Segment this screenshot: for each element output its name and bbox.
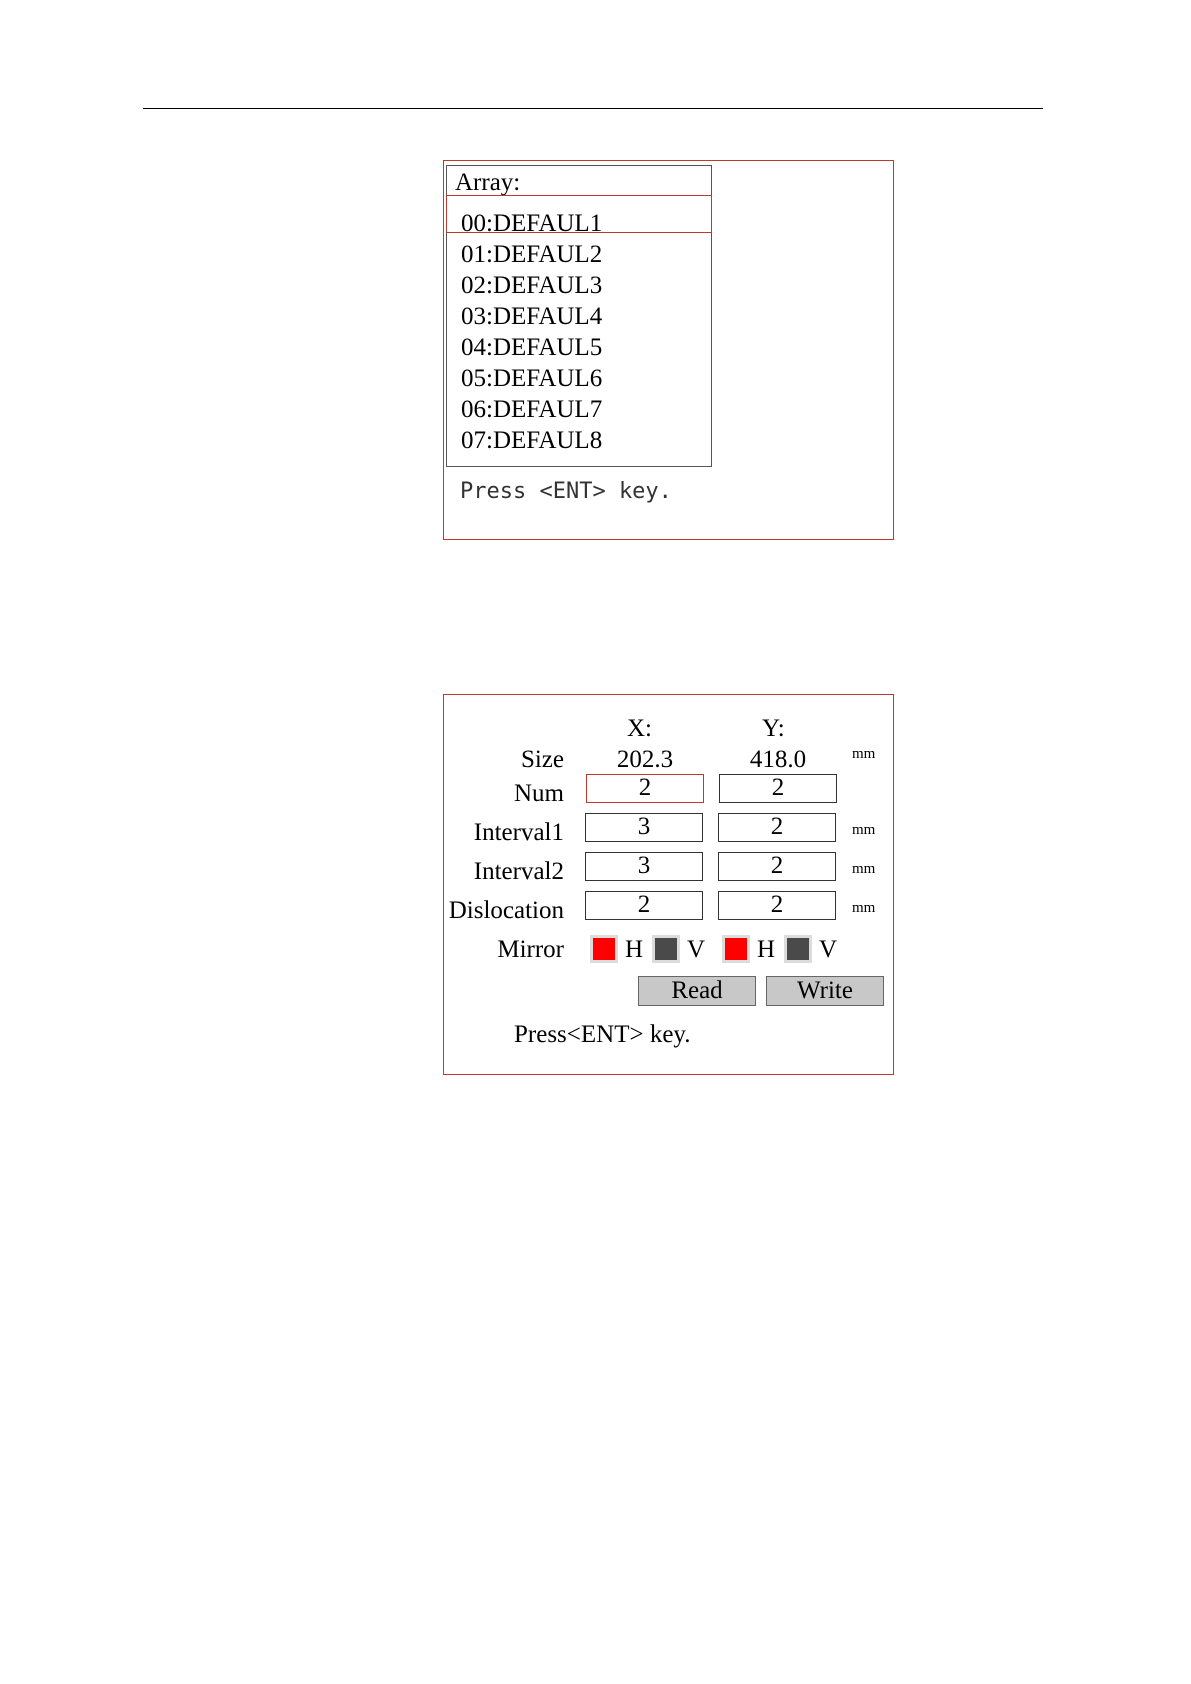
array-listbox[interactable] bbox=[446, 165, 712, 467]
checked-box-fill bbox=[725, 938, 747, 960]
size-unit: mm bbox=[852, 746, 876, 762]
list-item[interactable]: 01:DEFAUL2 bbox=[461, 241, 603, 268]
list-item[interactable]: 04:DEFAUL5 bbox=[461, 334, 603, 361]
unchecked-box-fill bbox=[787, 938, 809, 960]
read-button[interactable]: Read bbox=[638, 976, 756, 1006]
dislocation-unit: mm bbox=[852, 900, 876, 916]
list-item[interactable]: 02:DEFAUL3 bbox=[461, 272, 603, 299]
mirror-y-v-label: V bbox=[819, 936, 838, 963]
array-items bbox=[461, 208, 602, 456]
list-item[interactable]: 07:DEFAUL8 bbox=[461, 427, 603, 454]
dislocation-y-field[interactable]: 2 bbox=[718, 891, 836, 920]
mirror-label: Mirror bbox=[497, 936, 564, 963]
interval2-y-field[interactable]: 2 bbox=[718, 852, 836, 881]
mirror-y-h-label: H bbox=[757, 936, 776, 963]
press-ent-hint: Press<ENT> key. bbox=[514, 1021, 691, 1048]
mirror-x-v-checkbox[interactable] bbox=[652, 935, 680, 963]
list-item[interactable]: 03:DEFAUL4 bbox=[461, 303, 603, 330]
write-button[interactable]: Write bbox=[766, 976, 884, 1006]
num-x-field[interactable]: 2 bbox=[586, 774, 704, 803]
list-item[interactable]: 06:DEFAUL7 bbox=[461, 396, 603, 423]
interval2-unit: mm bbox=[852, 861, 876, 877]
mirror-y-v-checkbox[interactable] bbox=[784, 935, 812, 963]
array-list-screen bbox=[443, 160, 894, 540]
page-header-rule bbox=[143, 108, 1043, 109]
num-label: Num bbox=[514, 780, 564, 807]
mirror-x-v-label: V bbox=[687, 936, 706, 963]
list-item[interactable]: 05:DEFAUL6 bbox=[461, 365, 603, 392]
list-item[interactable]: 00:DEFAUL1 bbox=[461, 210, 603, 237]
checked-box-fill bbox=[593, 938, 615, 960]
size-label: Size bbox=[520, 746, 564, 773]
mirror-x-h-label: H bbox=[625, 936, 644, 963]
x-column-header: X: bbox=[627, 715, 652, 742]
press-ent-hint: Press <ENT> key. bbox=[460, 479, 672, 504]
mirror-y-h-checkbox[interactable] bbox=[722, 935, 750, 963]
y-column-header: Y: bbox=[762, 715, 785, 742]
array-param-screen bbox=[443, 694, 894, 1075]
unchecked-box-fill bbox=[655, 938, 677, 960]
dislocation-x-field[interactable]: 2 bbox=[585, 891, 703, 920]
interval2-label: Interval2 bbox=[473, 858, 564, 885]
interval2-x-field[interactable]: 3 bbox=[585, 852, 703, 881]
size-x-value: 202.3 bbox=[616, 746, 674, 773]
interval1-label: Interval1 bbox=[473, 819, 564, 846]
array-list-title: Array: bbox=[455, 169, 521, 196]
interval1-x-field[interactable]: 3 bbox=[585, 813, 703, 842]
size-y-value: 418.0 bbox=[749, 746, 807, 773]
interval1-y-field[interactable]: 2 bbox=[718, 813, 836, 842]
interval1-unit: mm bbox=[852, 822, 876, 838]
num-y-field[interactable]: 2 bbox=[719, 774, 837, 803]
mirror-x-h-checkbox[interactable] bbox=[590, 935, 618, 963]
dislocation-label: Dislocation bbox=[448, 897, 564, 924]
